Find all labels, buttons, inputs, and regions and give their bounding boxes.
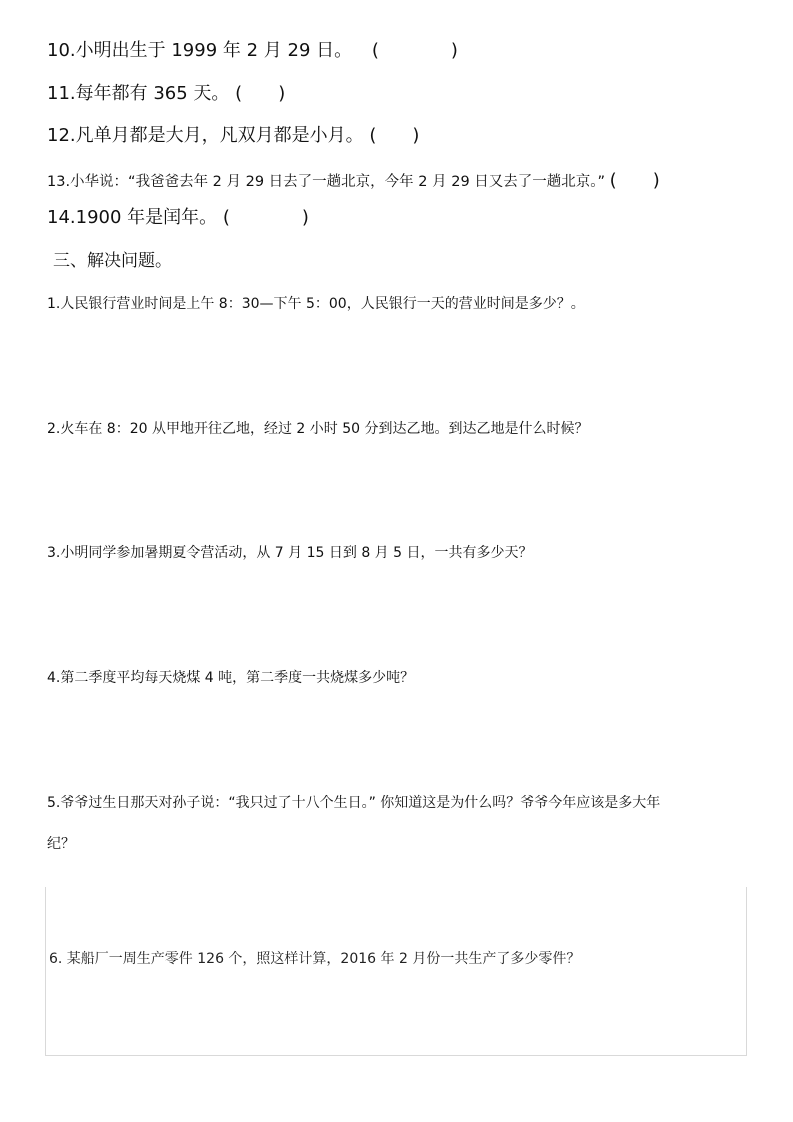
judgement-14 (47, 203, 309, 229)
answer-blank-11[interactable]: ( ) (235, 83, 286, 104)
problem-2: 2.火车在 8：20 从甲地开往乙地，经过 2 小时 50 分到达乙地。到达乙地是什么时候？ (47, 421, 589, 437)
problem-5-continued: 纪？ (47, 836, 75, 852)
problem-6-box (45, 887, 747, 1056)
judgement-14-text: 14.1900 年是闰年。 (47, 207, 218, 228)
answer-blank-13[interactable]: ( ) (609, 170, 660, 191)
judgement-13 (47, 166, 660, 192)
judgement-13-text: 13.小华说：“我爸爸去年 2 月 29 日去了一趟北京，今年 2 月 29 日又去了一趟北京。” (47, 174, 606, 190)
problem-6: 6. 某船厂一周生产零件 126 个，照这样计算，2016 年 2 月份一共生产了多少零件？ (49, 951, 581, 967)
answer-blank-14[interactable]: ( ) (222, 207, 309, 228)
problem-1: 1.人民银行营业时间是上午 8：30—下午 5：00，人民银行一天的营业时间是多少？。 (47, 296, 585, 312)
judgement-11 (47, 79, 285, 105)
judgement-12-text: 12.凡单月都是大月，凡双月都是小月。 (47, 125, 364, 146)
problem-5: 5.爷爷过生日那天对孙子说：“我只过了十八个生日。” 你知道这是为什么吗？爷爷今年应该是多大年 (47, 795, 661, 811)
problem-3: 3.小明同学参加暑期夏令营活动，从 7 月 15 日到 8 月 5 日，一共有多少天？ (47, 545, 533, 561)
judgement-12 (47, 121, 419, 147)
answer-blank-10[interactable]: ( ) (371, 40, 458, 61)
answer-blank-12[interactable]: ( ) (369, 125, 420, 146)
judgement-11-text: 11.每年都有 365 天。 (47, 83, 230, 104)
judgement-10-text: 10.小明出生于 1999 年 2 月 29 日。 (47, 40, 353, 61)
problem-4: 4.第二季度平均每天烧煤 4 吨，第二季度一共烧煤多少吨？ (47, 670, 415, 686)
section-title: 三、解决问题。 (53, 251, 172, 271)
judgement-10 (47, 36, 458, 62)
